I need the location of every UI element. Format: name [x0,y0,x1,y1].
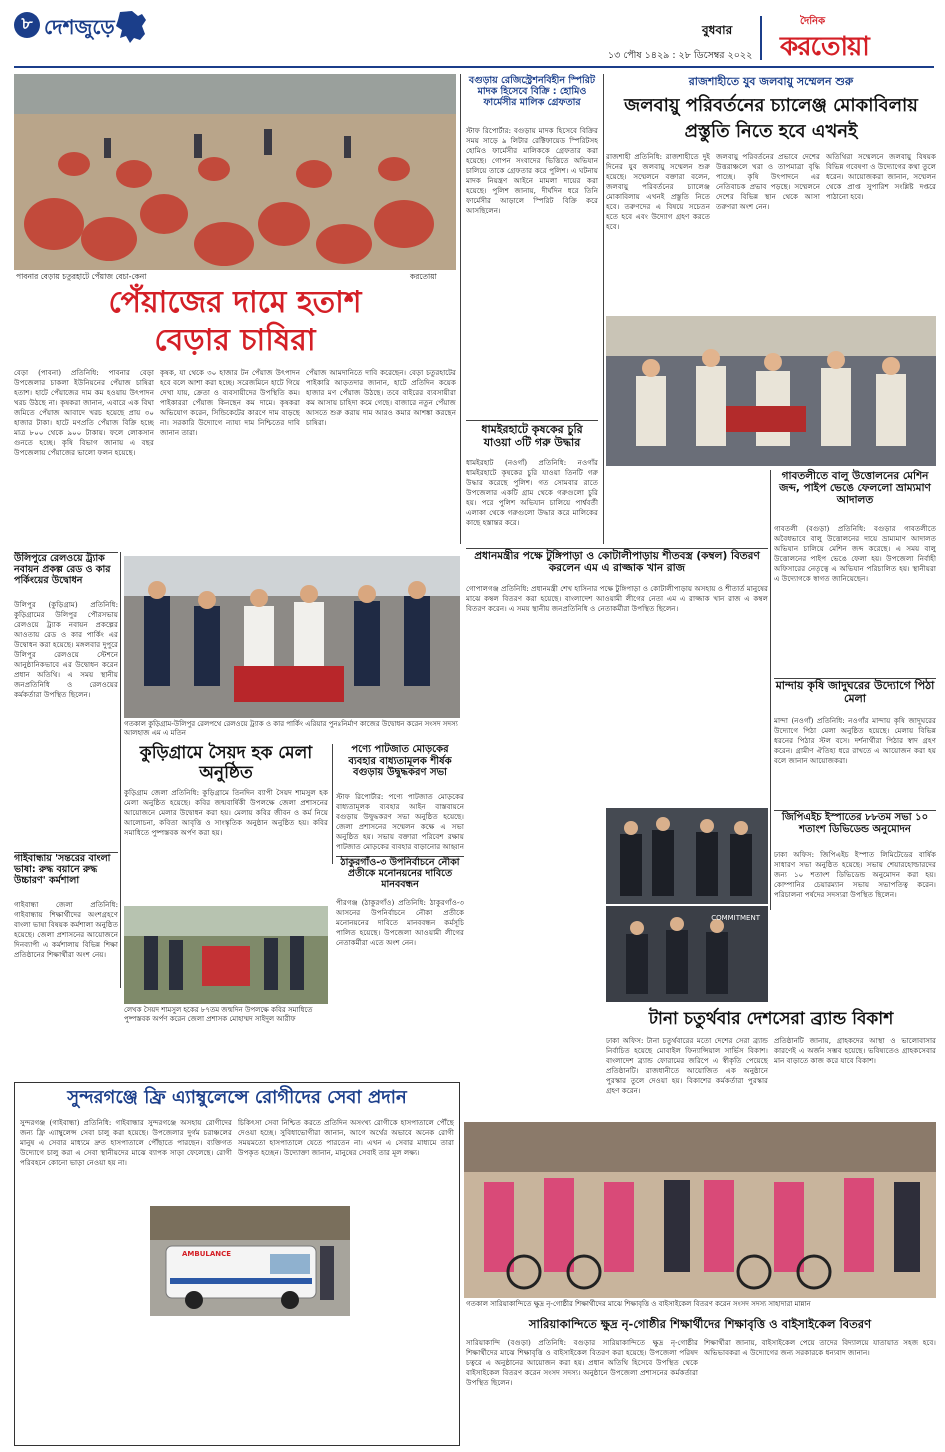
gph-headline: জিপিএইচ ইস্পাতের ৮৮তম সভা ১০ শতাংশ ডিভিডেন্ড অনুমোদন [781,812,929,835]
bkash-award-photo-2 [606,906,768,1002]
onion-headline-line1: পেঁয়াজের দামে হতাশ [108,285,362,320]
bkash-headline: টানা চতুর্থবার দেশসেরা ব্র্যান্ড বিকাশ [648,1009,894,1029]
climate-body-col2: জলবায়ু পরিবর্তনের প্রভাবে দেশের উত্তরাঞ্চলে খরা ও তাপমাত্রা বৃদ্ধি পাচ্ছে। কৃষি উৎপাদনে এর নেতিবাচক প্রভাব পড়ছে। সম্মেলনে দেশের বিভিন্ন স্থান থেকে আসা তরুণরা অংশ নেন। [716,152,820,211]
cattle-headline: ধামইরহাটে কৃষকের চুরি যাওয়া ৩টি গরু উদ্ধার [481,423,583,449]
column-rule [120,552,121,988]
bkash-body-col1: ঢাকা অফিস: টানা চতুর্থবারের মতো দেশের সেরা ব্র্যান্ড নির্বাচিত হয়েছে মোবাইল ফিন্যান্সিয়াল সার্ভিস বিকাশ। বাংলাদেশ ব্র্যান্ড ফোরামের জরিপে এ স্বীকৃতি পেয়েছে প্রতিষ্ঠানটি। রাজধানীতে আয়োজিত এক অনুষ্ঠানে পুরস্কার তুলে দেওয়া হয়। বিকাশের কর্মকর্তারা পুরস্কার গ্রহণ করেন। [606,1036,768,1095]
story-divider [774,810,936,811]
kurigram-inauguration-photo [124,556,460,718]
spirit-body: স্টাফ রিপোর্টার: বগুড়ায় মাদক হিসেবে বিক্রির সময় সাড়ে ৯ লিটার রেক্টিফায়েড স্পিরিটসহ হোমিও ফার্মেসীর মালিককে গ্রেফতার করা হয়েছে। গোপন সংবাদের ভিত্তিতে অভিযান চালিয়ে তাকে গ্রেফতার করে পুলিশ। এ ঘটনায় মাদক নিয়ন্ত্রণ আইনে মামলা দায়ের করা হয়েছে। পুলিশ জানায়, দীর্ঘদিন ধরে তিনি ফার্মেসীর আড়ালে স্পিরিট বিক্রি করে আসছিলেন। [466,126,598,215]
poet-tomb-photo [124,906,328,1004]
jute-body: স্টাফ রিপোর্টার: পণ্যে পাটজাত মোড়কের বাধ্যতামূলক ব্যবহার আইন বাস্তবায়নে বগুড়ায় উদ্বুদ্ধকরণ সভা অনুষ্ঠিত হয়েছে। জেলা প্রশাসনের সম্মেলন কক্ষে এ সভা অনুষ্ঠিত হয়। সভায় বক্তারা পরিবেশ রক্ষায় পাটজাত মোড়কের ব্যবহার বাড়ানোর আহ্বান [336,792,464,851]
column-rule [332,744,333,864]
poet-tomb-caption: লেখক সৈয়দ শামসুল হকের ৮৭তম জন্মদিন উপলক্ষে কবির সমাধিতে পুষ্পস্তবক অর্পণ করেন জেলা প্রশাসক মোহাম্মদ সাইদুল আরীফ [124,1006,313,1023]
pitha-body: মান্দা (নওগাঁ) প্রতিনিধি: নওগাঁর মান্দায় কৃষি জাদুঘরের উদ্যোগে পিঠা মেলা অনুষ্ঠিত হয়েছে। মেলায় বিভিন্ন ধরনের পিঠার স্টল বসে। দর্শনার্থীরা পিঠার স্বাদ গ্রহণ করেন। গ্রামীণ ঐতিহ্য ধরে রাখতে এ আয়োজন করা হয় বলে জানান আয়োজকরা। [774,716,936,765]
bicycle-distribution-photo [464,1122,936,1298]
onion-headline-line2: বেড়ার চাষিরা [154,323,316,358]
spirit-headline: বগুড়ায় রেজিস্ট্রেশনবিহীন স্পিরিট মাদক হিসেবে বিক্রি : হোমিও ফার্মেসীর মালিক গ্রেফতার [468,75,596,108]
bicycle-body-col1: সারিয়াকান্দি (বগুড়া) প্রতিনিধি: বগুড়ার সারিয়াকান্দিতে ক্ষুদ্র নৃ-গোষ্ঠীর শিক্ষার্থীদের মাঝে শিক্ষাবৃত্তি ও বাইসাইকেল বিতরণ করা হয়েছে। উপজেলা পরিষদ চত্বরে এ অনুষ্ঠানের আয়োজন করা হয়। প্রধান অতিথি হিসেবে উপস্থিত থেকে বাইসাইকেল বিতরণ করেন সংসদ সদস্য। অনুষ্ঠানে উপজেলা প্রশাসনের কর্মকর্তারা উপস্থিত ছিলেন। [466,1338,698,1387]
workshop-headline: গাইবান্ধায় 'সন্তরের বাংলা ভাষা: রুদ্ধ বয়ানে রুদ্ধ উচ্চারণ' কর্মশালা [14,853,111,886]
pitha-headline: মান্দায় কৃষি জাদুঘরের উদ্যোগে পিঠা মেলা [775,679,935,705]
onion-body-col3: পেঁয়াজ আমদানিতে দাবি করেছেন। বেড়া চতুরহাটের পাইকারি আড়তদার জানান, হাটে প্রতিদিন কয়েক হাজার মণ পেঁয়াজ উঠছে। তবে বাইরের ব্যবসায়ীরা কম আসায় চাহিদা কমে গেছে। বাজারে নতুন পেঁয়াজ আসতে শুরু করায় দাম আরও কমার আশঙ্কা করছেন চাষিরা। [306,368,456,427]
masthead-logo: করতোয়া [780,32,869,62]
ambulance-body-col2: চিকিৎসা সেবা নিশ্চিত করতে প্রতিদিন অসংখ্য রোগীকে হাসপাতালে পৌঁছে দেওয়া হচ্ছে। সুবিধাভোগীরা জানান, আগে অর্থের অভাবে অনেক রোগী সময়মতো হাসপাতালে যেতে পারতেন না। এখন এ সেবার মাধ্যমে তারা উপকৃত হচ্ছেন। উদ্যোক্তা জানান, মানুষের সেবাই তার মূল লক্ষ্য। [238,1118,454,1157]
onion-market-photo [14,74,456,270]
rail-body: উলিপুর (কুড়িগ্রাম) প্রতিনিধি: কুড়িগ্রামের উলিপুর পৌরসভায় রেলওয়ে ট্র্যাক নবায়ন প্রকল্পের আওতায় রেড ও কার পার্কিং এর উদ্বোধন করা হয়েছে। মঙ্গলবার দুপুরে উলিপুর রেলওয়ে স্টেশনে আনুষ্ঠানিকভাবে এর উদ্বোধন করেন প্রধান অতিথি। এ সময় স্থানীয় জনপ্রতিনিধি ও রেলওয়ের কর্মকর্তারা উপস্থিত ছিলেন। [14,600,118,699]
masthead-prefix: দৈনিক [800,16,826,27]
blanket-body: গোপালগঞ্জ প্রতিনিধি: প্রধানমন্ত্রী শেখ হাসিনার পক্ষে টুঙ্গিপাড়া ও কোটালীপাড়ায় অসহায় ও শীতার্ত মানুষের মাঝে কম্বল বিতরণ করা হয়েছে। বাংলাদেশ আওয়ামী লীগের নেতা এম এ রাজ্জাক খান রাজ এ কম্বল বিতরণ করেন। এ সময় স্থানীয় জনপ্রতিনিধি ও নেতাকর্মীরা উপস্থিত ছিলেন। [466,584,768,613]
bicycle-photo-caption: গতকাল সারিয়াকান্দিতে ক্ষুদ্র নৃ-গোষ্ঠীর শিক্ষার্থীদের মাঝে শিক্ষাবৃত্তি ও বাইসাইকেল বিতরণ করেন সংসদ সদস্য সাহাদারা মান্নান [466,1300,811,1308]
page-number-badge: ৮ [14,12,40,38]
column-rule [603,74,604,544]
kurigram-body: কুড়িগ্রাম জেলা প্রতিনিধি: কুড়িগ্রামে তিনদিন ব্যাপী সৈয়দ শামসুল হক মেলা অনুষ্ঠিত হয়েছে। কবির জন্মবার্ষিকী উপলক্ষে জেলা প্রশাসনের আয়োজনে মেলার উদ্বোধন করা হয়। মেলায় কবির জীবন ও কর্ম নিয়ে আলোচনা, কবিতা আবৃত্তি ও সাংস্কৃতিক অনুষ্ঠান অনুষ্ঠিত হয়। কবির সমাধিতে পুষ্পস্তবক অর্পণ করা হয়। [124,788,328,837]
onion-photo-caption: পাবনার বেড়ায় চতুরহাটে পেঁয়াজ বেচা-কেনা [16,272,147,281]
thakurgaon-headline: ঠাকুরগাঁও-৩ উপনির্বাচনে নৌকা প্রতীকে মনোনয়নের দাবিতে মানববন্ধন [340,857,460,890]
workshop-body: গাইবান্ধা জেলা প্রতিনিধি: গাইবান্ধায় শিক্ষার্থীদের অংশগ্রহণে বাংলা ভাষা বিষয়ক কর্মশালা অনুষ্ঠিত হয়েছে। জেলা প্রশাসনের আয়োজনে দিনব্যাপী এ কর্মশালায় বিভিন্ন শিক্ষা প্রতিষ্ঠানের শিক্ষার্থীরা অংশ নেয়। [14,900,118,959]
sand-headline: গাবতলীতে বালু উত্তোলনের মেশিন জব্দ, পাইপ ভেঙে ফেললো ভ্রাম্যমাণ আদালত [779,470,931,507]
bicycle-body-col2: শিক্ষার্থীরা জানায়, বাইসাইকেল পেয়ে তাদের বিদ্যালয়ে যাতায়াত সহজ হবে। অভিভাবকরা এ উদ্যোগের জন্য সরকারকে ধন্যবাদ জানান। [704,1338,936,1357]
climate-headline-line2: প্রস্তুতি নিতে হবে এখনই [684,121,858,142]
blanket-headline: প্রধানমন্ত্রীর পক্ষে টুঙ্গিপাড়া ও কোটালীপাড়ায় শীতবস্ত্র (কম্বল) বিতরণ করলেন এম এ রাজ্জাক খান রাজ [474,550,760,575]
jute-headline: পণ্যে পাটজাত মোড়কের ব্যবহার বাধ্যতামূলক শীর্ষক বগুড়ায় উদ্বুদ্ধকরণ সভা [348,744,452,778]
sand-body: গাবতলী (বগুড়া) প্রতিনিধি: বগুড়ার গাবতলীতে অবৈধভাবে বালু উত্তোলনের দায়ে ভ্রাম্যমাণ আদালত অভিযান চালিয়ে মেশিন জব্দ করেছে। এ সময় বালু উত্তোলনের পাইপ ভেঙে ফেলা হয়। উপজেলা নির্বাহী অফিসারের নেতৃত্বে এ অভিযান পরিচালিত হয়। স্থানীয়রা এ উদ্যোগকে স্বাগত জানিয়েছেন। [774,524,936,583]
onion-body-col1: বেড়া (পাবনা) প্রতিনিধি: পাবনার বেড়া উপজেলার চাকলা ইউনিয়নের পেঁয়াজ চাষিরা হতাশ। হাটে পেঁয়াজের দাম কম হওয়ায় উৎপাদন খরচ উঠছে না। কৃষকরা জানান, এবারে এক বিঘা জমিতে পেঁয়াজ আবাদে খরচ হয়েছে প্রায় ৩০ হাজার টাকা। হাটে মণপ্রতি পেঁয়াজ বিক্রি হচ্ছে মাত্র ৮০০ থেকে ৯০০ টাকায়। ফলে লোকসান গুনতে হচ্ছে। কৃষি বিভাগ জানায় এ বছর উপজেলায় পেঁয়াজের ভালো ফলন হয়েছে। [14,368,154,457]
section-title: দেশজুড়ে [44,15,115,39]
bkash-body-col2: প্রতিষ্ঠানটি জানায়, গ্রাহকদের আস্থা ও ভালোবাসার কারণেই এ অর্জন সম্ভব হয়েছে। ভবিষ্যতেও গ্রাহকসেবার মান বাড়াতে কাজ করে যাবে বিকাশ। [774,1036,936,1065]
cattle-body: ধামইরহাট (নওগাঁ) প্রতিনিধি: নওগাঁর ধামইরহাটে কৃষকের চুরি যাওয়া তিনটি গরু উদ্ধার করেছে পুলিশ। গত সোমবার রাতে উপজেলার একটি গ্রাম থেকে গরুগুলো চুরি হয়। পরে পুলিশ অভিযান চালিয়ে পার্শ্ববর্তী এলাকা থেকে গরুগুলো উদ্ধার করে মালিকের কাছে হস্তান্তর করে। [466,458,598,527]
header-divider [760,16,762,60]
header-rule [14,66,934,68]
column-rule [460,74,461,544]
ambulance-label: AMBULANCE [182,1250,232,1258]
issue-day: বুধবার [702,23,733,37]
onion-body-col2: কৃষক, যা থেকে ৩০ হাজার টন পেঁয়াজ উৎপাদন হবে বলে আশা করা হচ্ছে। সরেজমিনে হাটে গিয়ে দেখা যায়, ক্রেতা ও ব্যবসায়ীদের উপস্থিতি কম। পাইকাররা পেঁয়াজ কিনছেন কম দামে। কৃষকরা অভিযোগ করেন, সিন্ডিকেটের কারণে দাম বাড়ছে না। সরকারি উদ্যোগে ন্যায্য দাম নিশ্চিতের দাবি জানান তারা। [160,368,300,437]
column-rule [770,470,771,910]
gph-body: ঢাকা অফিস: জিপিএইচ ইস্পাত লিমিটেডের বার্ষিক সাধারণ সভা অনুষ্ঠিত হয়েছে। সভায় শেয়ারহোল্ডারদের জন্য ১০ শতাংশ ডিভিডেন্ড অনুমোদন করা হয়। কোম্পানির চেয়ারম্যান সভায় সভাপতিত্ব করেন। পরিচালনা পর্ষদের সদস্যরা উপস্থিত ছিলেন। [774,850,936,899]
story-divider [466,548,768,549]
kurigram-photo-caption: গতকাল কুড়িগ্রাম-উলিপুর রেলপথে রেলওয়ে ট্র্যাক ও কার পার্কিং এরিয়ার পুনঃনির্মাণ কাজের উদ্বোধন করেন সংসদ সদস্য আলহাজ এম এ মতিন [124,720,458,737]
climate-kicker: রাজশাহীতে যুব জলবায়ু সম্মেলন শুরু [688,75,854,88]
climate-body-col3: অতিথিরা সম্মেলনে জলবায়ু বিষয়ক বিভিন্ন গবেষণা ও উদ্যোগের কথা তুলে ধরেন। আয়োজকরা জানান, সম্মেলন থেকে প্রাপ্ত সুপারিশ সংশ্লিষ্ট দপ্তরে পাঠানো হবে। [826,152,936,201]
bicycle-headline: সারিয়াকান্দিতে ক্ষুদ্র নৃ-গোষ্ঠীর শিক্ষার্থীদের শিক্ষাবৃত্তি ও বাইসাইকেল বিতরণ [528,1317,872,1331]
kurigram-headline: কুড়িগ্রামে সৈয়দ হক মেলা অনুষ্ঠিত [139,743,313,783]
ambulance-photo [150,1206,350,1316]
bangladesh-map-icon [112,10,148,44]
climate-body-col1: রাজশাহী প্রতিনিধি: রাজশাহীতে দুই দিনের যুব জলবায়ু সম্মেলন শুরু হয়েছে। সম্মেলনে বক্তারা বলেন, জলবায়ু পরিবর্তনের চ্যালেঞ্জ মোকাবিলায় এখনই প্রস্তুতি নিতে হবে। তরুণদের এ বিষয়ে সচেতন হতে হবে এবং উদ্যোগ গ্রহণ করতে হবে। [606,152,710,231]
bkash-award-photo-1 [606,808,768,904]
climate-conference-photo [606,316,936,466]
story-divider [466,420,598,421]
ambulance-body-col1: সুন্দরগঞ্জ (গাইবান্ধা) প্রতিনিধি: গাইবান্ধার সুন্দরগঞ্জে অসহায় রোগীদের জন্য ফ্রি এ্যাম্বুলেন্স সেবা চালু করা হয়েছে। উপজেলার দুর্গম চরাঞ্চলের মানুষ এ সেবার মাধ্যমে দ্রুত হাসপাতালে পৌঁছাতে পারছেন। ব্যক্তিগত উদ্যোগে চালু করা এ সেবা স্থানীয়দের মাঝে ব্যাপক সাড়া ফেলেছে। রোগী পরিবহনে কোনো ভাড়া নেওয়া হয় না। [20,1118,232,1167]
climate-headline-line1: জলবায়ু পরিবর্তনের চ্যালেঞ্জ মোকাবিলায় [624,95,918,116]
ambulance-headline: সুন্দরগঞ্জে ফ্রি এ্যাম্বুলেন্সে রোগীদের সেবা প্রদান [67,1087,407,1108]
rail-headline: উলিপুরে রেলওয়ে ট্র্যাক নবায়ন প্রকল্প রেড ও কার পর্কিংয়ের উদ্বোধন [14,553,111,586]
issue-date: ১৩ পৌষ ১৪২৯ : ২৮ ডিসেম্বর ২০২২ [608,50,753,61]
bkash-photo-label: COMMITMENT [711,914,760,922]
thakurgaon-body: পীরগঞ্জ (ঠাকুরগাঁও) প্রতিনিধি: ঠাকুরগাঁও-৩ আসনের উপনির্বাচনে নৌকা প্রতীকে মনোনয়নের দাবিতে মানববন্ধন কর্মসূচি পালিত হয়েছে। উপজেলা আওয়ামী লীগের নেতাকর্মীরা এতে অংশ নেন। [336,898,464,947]
onion-photo-credit: করতোয়া [410,272,437,281]
